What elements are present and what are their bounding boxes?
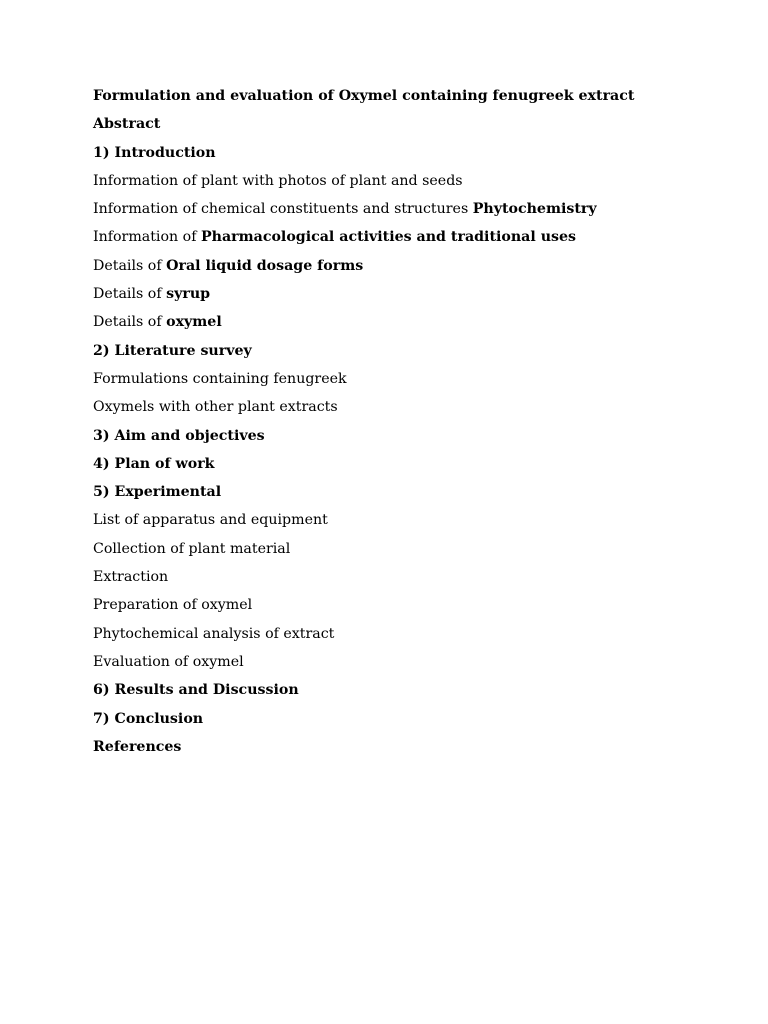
literature-survey-item: Oxymels with other plant extracts	[93, 399, 338, 416]
plan-heading: 4) Plan of work	[93, 455, 215, 472]
item-bold-text: Pharmacological activities and traditional uses	[200, 229, 577, 246]
item-text: Information of	[93, 229, 201, 246]
item-bold-text: Oral liquid dosage forms	[166, 257, 364, 274]
item-text: Details of	[93, 286, 167, 303]
experimental-item: Preparation of oxymel	[93, 597, 253, 614]
document-title: Formulation and evaluation of Oxymel containing fenugreek extract	[93, 88, 635, 104]
item-text: Information of plant with photos of plant and seeds	[93, 172, 463, 189]
introduction-item	[93, 284, 733, 312]
results-heading: 6) Results and Discussion	[93, 682, 299, 699]
experimental-item: List of apparatus and equipment	[93, 512, 328, 529]
item-text: Information of chemical constituents and structures	[93, 201, 473, 218]
item-bold-text: syrup	[166, 286, 211, 303]
item-text: Details of	[93, 314, 167, 331]
aim-heading: 3) Aim and objectives	[93, 427, 265, 444]
item-bold-text: oxymel	[166, 314, 222, 331]
item-text: Details of	[93, 257, 167, 274]
experimental-item: Phytochemical analysis of extract	[93, 625, 335, 642]
introduction-item	[93, 199, 733, 227]
introduction-item	[93, 171, 733, 199]
conclusion-heading: 7) Conclusion	[93, 710, 204, 727]
experimental-heading: 5) Experimental	[93, 484, 222, 501]
literature-survey-heading: 2) Literature survey	[93, 342, 252, 359]
references-heading: References	[93, 738, 182, 755]
experimental-item: Collection of plant material	[93, 540, 291, 557]
introduction-heading: 1) Introduction	[93, 144, 216, 161]
introduction-item	[93, 256, 733, 284]
document-body	[93, 86, 733, 765]
literature-survey-item: Formulations containing fenugreek	[93, 370, 347, 387]
introduction-item	[93, 312, 733, 340]
item-bold-text: Phytochemistry	[472, 201, 597, 218]
experimental-item: Evaluation of oxymel	[93, 653, 244, 670]
abstract-heading: Abstract	[93, 116, 161, 133]
experimental-item: Extraction	[93, 569, 169, 586]
introduction-item	[93, 227, 733, 255]
